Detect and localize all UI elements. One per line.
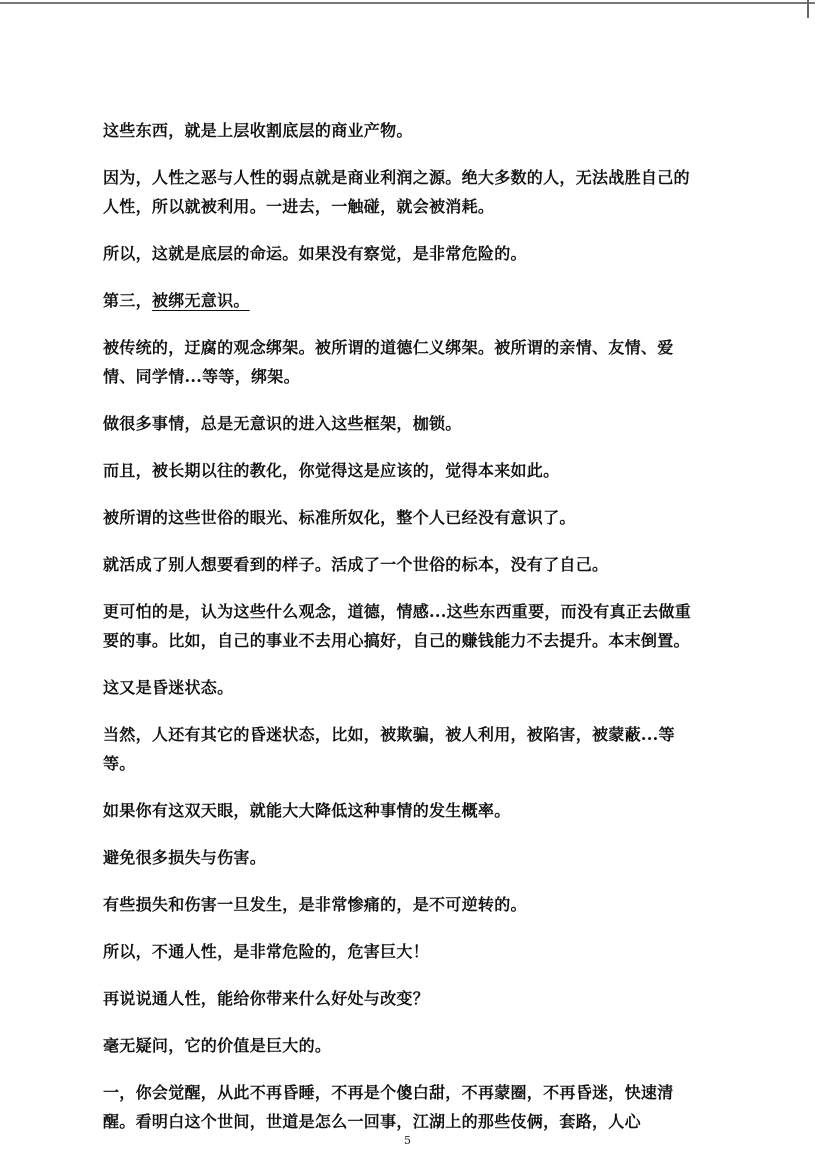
paragraph: 做很多事情，总是无意识的进入这些框架，枷锁。 — [103, 414, 462, 433]
scan-corner-mark — [799, 0, 809, 18]
section-heading-prefix: 第三， — [103, 291, 152, 310]
paragraph: 就活成了别人想要看到的样子。活成了一个世俗的标本，没有了自己。 — [103, 555, 609, 574]
paragraph: 因为，人性之恶与人性的弱点就是商业利润之源。绝大多数的人，无法战胜自己的人性，所以就被利用。一进去，一触碰，就会被消耗。 — [103, 168, 690, 216]
paragraph: 有些损失和伤害一旦发生，是非常惨痛的，是不可逆转的。 — [103, 895, 527, 914]
section-heading-underlined: 被绑无意识。 — [151, 291, 250, 310]
paragraph: 被所谓的这些世俗的眼光、标准所奴化，整个人已经没有意识了。 — [103, 508, 576, 527]
paragraph: 所以，不通人性，是非常危险的，危害巨大！ — [103, 942, 430, 961]
paragraph: 所以，这就是底层的命运。如果没有察觉，是非常危险的。 — [103, 244, 527, 263]
scan-top-edge — [0, 2, 815, 4]
document-body — [103, 116, 703, 1154]
paragraph: 毫无疑问，它的价值是巨大的。 — [103, 1036, 332, 1055]
paragraph: 这又是昏迷状态。 — [103, 678, 234, 697]
section-heading — [103, 286, 703, 315]
paragraph: 更可怕的是，认为这些什么观念，道德，情感...这些东西重要，而没有真正去做重要的事。比如，自己的事业不去用心搞好，自己的赚钱能力不去提升。本末倒置。 — [103, 602, 692, 650]
page-number: 5 — [404, 1134, 411, 1147]
paragraph: 如果你有这双天眼，就能大大降低这种事情的发生概率。 — [103, 801, 511, 820]
paragraph: 避免很多损失与伤害。 — [103, 848, 267, 867]
paragraph: 再说说通人性，能给你带来什么好处与改变？ — [103, 989, 430, 1008]
paragraph: 一，你会觉醒，从此不再昏睡，不再是个傻白甜，不再蒙圈，不再昏迷，快速清醒。看明白这个世间，世道是怎么一回事，江湖上的那些伎俩，套路，人心 — [103, 1083, 674, 1131]
paragraph: 当然，人还有其它的昏迷状态，比如，被欺骗，被人利用，被陷害，被蒙蔽...等等。 — [103, 725, 675, 773]
paragraph: 被传统的，迂腐的观念绑架。被所谓的道德仁义绑架。被所谓的亲情、友情、爱情、同学情...等等，绑架。 — [103, 338, 674, 386]
paragraph: 而且，被长期以往的教化，你觉得这是应该的，觉得本来如此。 — [103, 461, 560, 480]
paragraph: 这些东西，就是上层收割底层的商业产物。 — [103, 121, 413, 140]
